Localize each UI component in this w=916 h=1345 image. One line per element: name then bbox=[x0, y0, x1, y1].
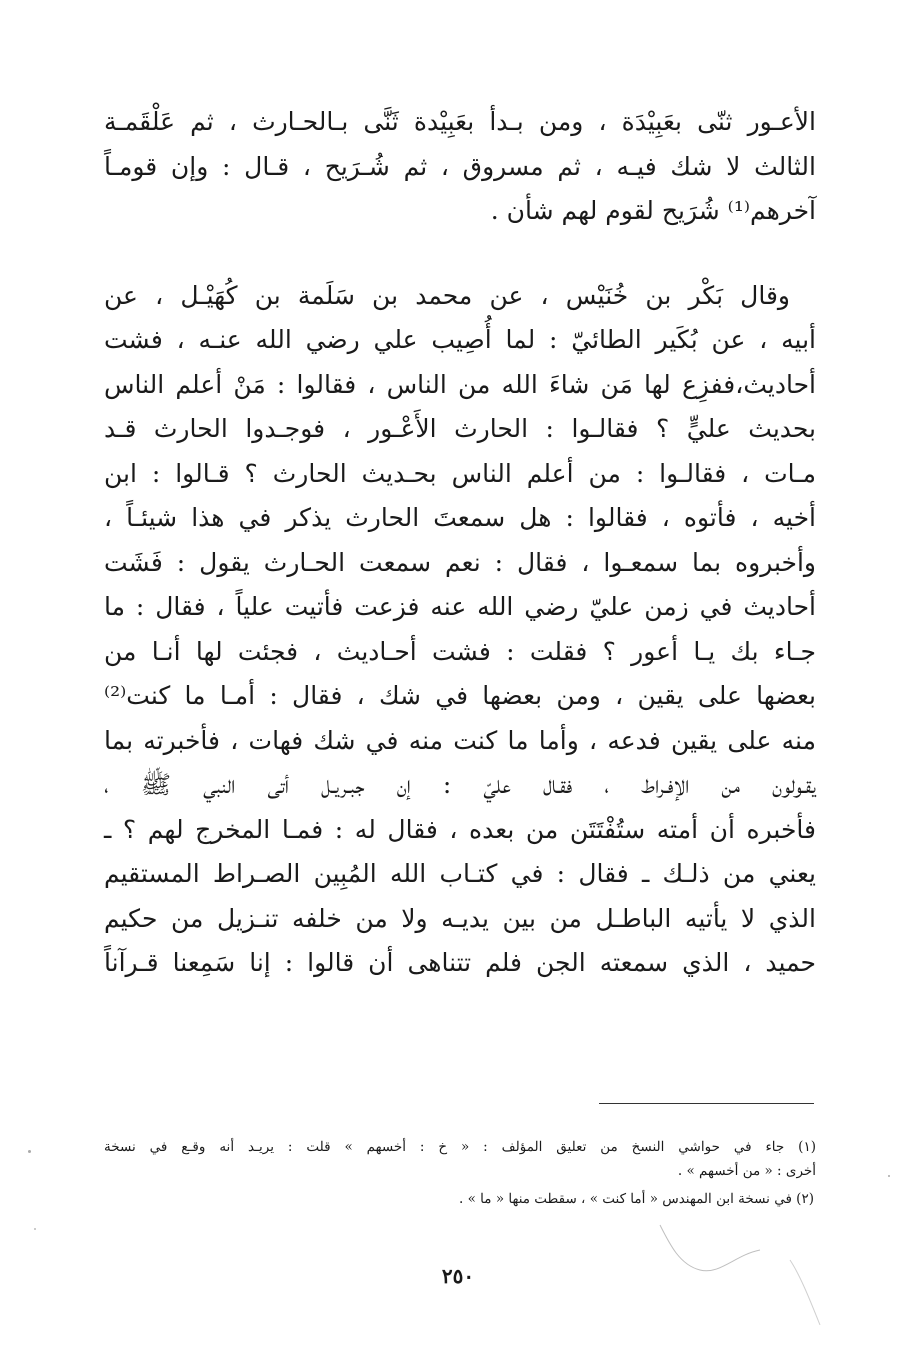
page-number: ٢٥٠ bbox=[441, 1264, 475, 1288]
text-line: وأخبروه بما سمعـوا ، فقال : نعم سمعت الحـارث يقول : فَشَت bbox=[104, 547, 816, 577]
text-line: أخيه ، فأتوه ، فقالوا : هل سمعتَ الحارث يذكر في هذا شيئـاً ، bbox=[104, 503, 816, 532]
text-line: بحديث عليٍّ ؟ فقالـوا : الحارث الأَعْـور ، فوجـدوا الحارث قـد bbox=[104, 414, 816, 443]
footnote-divider bbox=[599, 1103, 814, 1104]
paragraph-1 bbox=[104, 100, 816, 234]
scan-dot bbox=[888, 1175, 890, 1177]
text-line: بعضها على يقين ، ومن بعضها في شك ، فقال : أمـا ما كنت⁽²⁾ bbox=[104, 681, 816, 710]
text-line: فأخبره أن أمته ستُفْتَتَن من بعده ، فقال له : فمـا المخرج لهم ؟ ـ bbox=[104, 814, 816, 844]
text-line: الأعـور ثنّى بعَبِيْدَة ، ومن بـدأ بعَبِيْدة ثَنَّى بـالحـارث ، ثم عَلْقَمـة bbox=[104, 107, 816, 136]
scan-dot bbox=[34, 1228, 36, 1230]
text-line: وقال بَكْر بن خُنَيْس ، عن محمد بن سَلَمة بن كُهَيْـل ، عن bbox=[104, 280, 790, 310]
text-line: أحاديث في زمن عليّ رضي الله عنه فزعت فأتيت علياً ، فقال : ما bbox=[104, 592, 816, 621]
footnote-1-line: أخرى : « من أخسهم » . bbox=[677, 1163, 816, 1179]
footnote-1-line: (١) جاء في حواشي النسخ من تعليق المؤلف : « خ : أخسهم » قلت : يريـد أنه وقـع في نسخة bbox=[104, 1139, 816, 1155]
text-line: الذي لا يأتيه الباطـل من بين يديـه ولا من خلفه تنـزيل من حكيم bbox=[104, 903, 816, 933]
text-line: أبيه ، عن بُكَير الطائيّ : لما أُصِيب علي رضي الله عنـه ، فشت bbox=[104, 325, 816, 354]
scan-dot bbox=[28, 1150, 31, 1153]
footnote-2-line: (٢) في نسخة ابن المهندس « أما كنت » ، سقطت منها « ما » . bbox=[459, 1191, 814, 1207]
text-line: يقـولون من الإفـراط ، فقـال عليّ : إن جبـريـل أتى النبي ﷺ ، bbox=[104, 770, 816, 799]
text-line: حميد ، الذي سمعته الجن فلم تتناهى أن قالوا : إنا سَمِعنا قـرآناً bbox=[104, 948, 816, 977]
text-line: يعني من ذلـك ـ فقال : في كتـاب الله المُبِين الصـراط المستقيم bbox=[104, 859, 816, 888]
footnotes bbox=[104, 1135, 816, 1211]
text-line: الثالث لا شك فيـه ، ثم مسروق ، ثم شُـرَيح ، قـال : وإن قومـاً bbox=[104, 151, 816, 181]
text-line: أحاديث،ففزِع لها مَن شاءَ الله من الناس ، فقالوا : مَنْ أعلم الناس bbox=[104, 369, 816, 399]
text-line: جـاء بك يـا أعور ؟ فقلت : فشت أحـاديث ، فجئت لها أنـا من bbox=[104, 636, 816, 666]
text-line: مـات ، فقالـوا : من أعلم الناس بحـديث الحارث ؟ قـالوا : ابن bbox=[104, 458, 816, 488]
text-line: آخرهم⁽¹⁾ شُرَيح لقوم لهم شأن . bbox=[490, 196, 816, 225]
paragraph-2 bbox=[104, 274, 816, 986]
main-text bbox=[104, 100, 816, 986]
paragraph-spacer bbox=[104, 234, 816, 274]
text-line: منه على يقين فدعه ، وأما ما كنت منه في شك فهات ، فأخبرته بما bbox=[104, 725, 816, 755]
